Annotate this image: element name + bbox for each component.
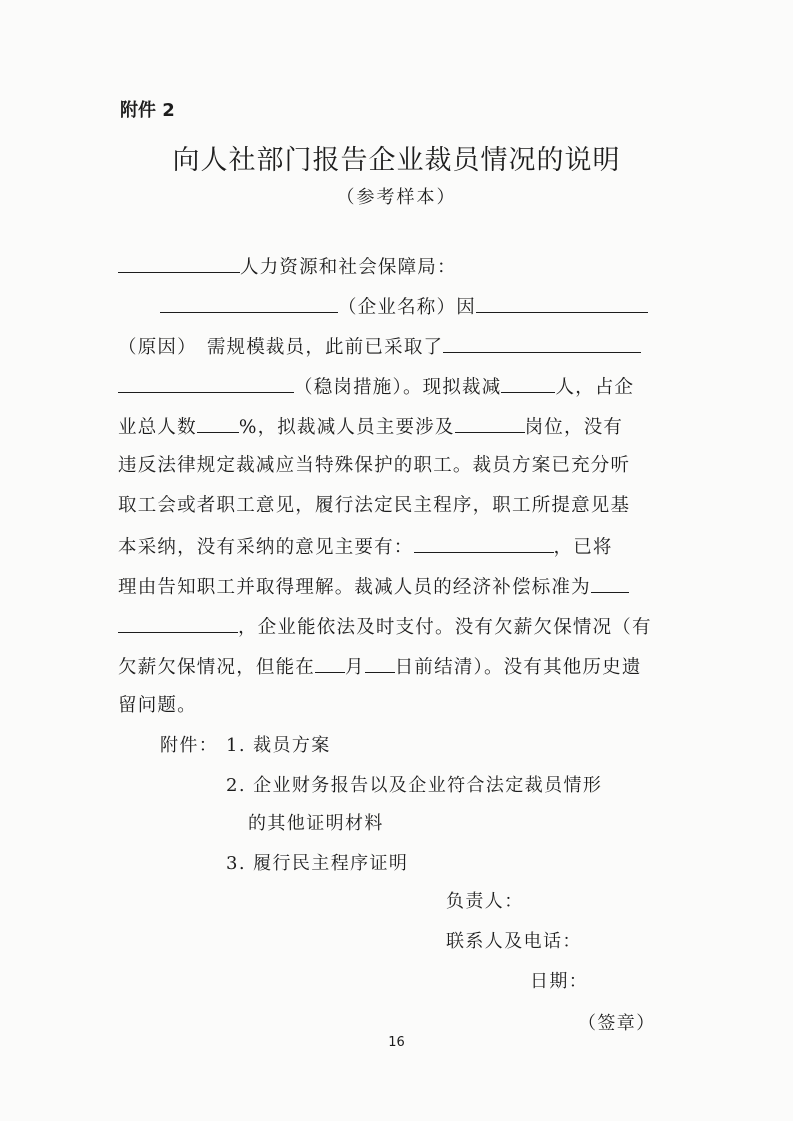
signature-date: 日期： xyxy=(530,971,589,992)
body-line-4: （稳岗措施）。现拟裁减 人，占企 xyxy=(118,374,678,400)
body-line-3: （原因） 需规模裁员，此前已采取了 xyxy=(118,334,678,360)
document-title: 向人社部门报告企业裁员情况的说明 xyxy=(172,145,621,176)
body-line-11: 欠薪欠保情况，但能在 月 日前结清）。没有其他历史遗 xyxy=(118,654,678,680)
attachment-item-2: 2. 企业财务报告以及企业符合法定裁员情形 xyxy=(226,775,603,796)
body-line-7: 取工会或者职工意见，履行法定民主程序，职工所提意见基 xyxy=(118,495,631,516)
page-number: 16 xyxy=(388,1035,405,1050)
blank-measures-2[interactable] xyxy=(118,374,294,393)
body-line-1: 人力资源和社会保障局： xyxy=(118,254,678,280)
blank-percentage[interactable] xyxy=(197,414,239,433)
signature-seal: （签章） xyxy=(578,1013,656,1034)
attachments-label: 附件： xyxy=(160,735,219,756)
body-line-10: ，企业能依法及时支付。没有欠薪欠保情况（有 xyxy=(118,614,678,640)
blank-positions[interactable] xyxy=(455,414,525,433)
blank-company-name[interactable] xyxy=(160,294,338,313)
attachment-item-3: 3. 履行民主程序证明 xyxy=(226,853,409,874)
signature-contact: 联系人及电话： xyxy=(446,931,582,952)
blank-reason[interactable] xyxy=(476,294,648,313)
body-line-2: （企业名称）因 xyxy=(160,294,680,320)
blank-month[interactable] xyxy=(315,654,345,673)
blank-compensation-1[interactable] xyxy=(591,574,629,593)
body-line-5: 业总人数 %，拟裁减人员主要涉及 岗位，没有 xyxy=(118,414,678,440)
blank-compensation-2[interactable] xyxy=(118,614,238,633)
attachment-label: 附件 2 xyxy=(120,100,175,121)
attachment-item-2-cont: 的其他证明材料 xyxy=(248,813,384,834)
blank-measures-1[interactable] xyxy=(443,334,641,353)
signature-responsible: 负责人： xyxy=(446,891,524,912)
body-line-6: 违反法律规定裁减应当特殊保护的职工。裁员方案已充分听 xyxy=(118,455,631,476)
blank-opinions[interactable] xyxy=(414,534,554,553)
blank-layoff-count[interactable] xyxy=(501,374,555,393)
body-line-12: 留问题。 xyxy=(118,695,197,716)
blank-day[interactable] xyxy=(365,654,395,673)
body-line-8: 本采纳，没有采纳的意见主要有： ，已将 xyxy=(118,534,678,560)
attachment-item-1: 1. 裁员方案 xyxy=(226,735,331,756)
blank-bureau[interactable] xyxy=(118,254,240,273)
body-line-9: 理由告知职工并取得理解。裁减人员的经济补偿标准为 xyxy=(118,574,678,600)
document-subtitle: （参考样本） xyxy=(336,187,457,208)
